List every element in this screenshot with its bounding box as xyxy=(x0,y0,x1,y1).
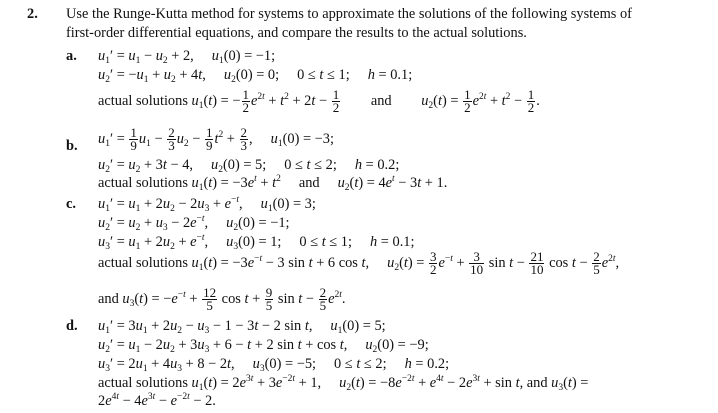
part-c-label: c. xyxy=(66,196,76,212)
part-c-eq1: $u_1' = u_1 + 2u_2 - 2u_3 + e^{-t}$, $u_1(0) = 3$; xyxy=(98,195,316,214)
part-b-eq2: $u_2' = u_2 + 3t - 4$, $u_2(0) = 5$; 0 ≤ t ≤ 2; h = 0.2; xyxy=(98,157,400,175)
part-d-label: d. xyxy=(66,318,78,334)
part-c-eq2: $u_2' = u_2 + u_3 - 2e^{-t}$, $u_2(0) = -1$; xyxy=(98,214,290,233)
part-c-actual-line1: actual solutions $u_1(t) = -3e^{-t} - 3$ sin t + 6 cos t, $u_2(t)$ = $\frac{3}{2}$ $e^{-t}$ + $\frac{3}{10}$ sin t − $\frac{21}{10}$ cos t − $\frac{2}{5}$ $e^{2t}$, xyxy=(98,249,620,278)
part-b-label: b. xyxy=(66,138,78,154)
part-a-label: a. xyxy=(66,48,77,64)
part-d-actual-line2: $2e^{4t} - 4e^{3t} - e^{-2t} - 2$. xyxy=(98,392,216,409)
part-c-eq3: $u_3' = u_1 + 2u_2 + e^{-t}$, $u_3(0) = 1$; 0 ≤ t ≤ 1; h = 0.1; xyxy=(98,233,415,252)
part-b-actual: actual solutions $u_1(t) = -3e^t + t^2$ and $u_2(t) = 4e^t - 3t + 1$. xyxy=(98,174,448,193)
part-d-eq1: $u_1' = 3u_1 + 2u_2 - u_3 - 1 - 3t - 2$ sin t, $u_1(0) = 5$; xyxy=(98,318,386,336)
problem-intro-line2: first-order differential equations, and compare the results to the actual solutions. xyxy=(66,25,527,41)
part-a-actual: actual solutions $u_1(t)$ = − $\frac{1}{2}$ $e^{2t} + t^2 + 2t$ − $\frac{1}{2}$ and $u_2(t)$ = $\frac{1}{2}$ $e^{2t} + t^2$ − $\frac{1}{2}$ . xyxy=(98,87,540,116)
part-c-actual-line2: and $u_3(t) = -e^{-t}$ + $\frac{12}{5}$ cos t + $\frac{9}{5}$ sin t − $\frac{2}{5}$ $e^{2t}$. xyxy=(98,285,346,314)
part-d-eq2: $u_2' = u_1 - 2u_2 + 3u_3 + 6 - t + 2$ sin t + cos t, $u_2(0) = -9$; xyxy=(98,337,429,355)
part-d-actual-line1: actual solutions $u_1(t) = 2e^{3t} + 3e^{-2t} + 1$, $u_2(t) = -8e^{-2t} + e^{4t} - 2e^{3t} + \sin t$, and $u_3(t)$ = xyxy=(98,374,589,393)
part-a-eq1: $u_1' = u_1 - u_2 + 2$, $u_1(0) = -1$; xyxy=(98,48,276,66)
problem-intro-line1: Use the Runge-Kutta method for systems to approximate the solutions of the following systems of xyxy=(66,6,632,22)
problem-number: 2. xyxy=(27,6,38,22)
part-a-eq2: $u_2' = -u_1 + u_2 + 4t$, $u_2(0) = 0$; 0 ≤ t ≤ 1; h = 0.1; xyxy=(98,67,413,85)
part-d-eq3: $u_3' = 2u_1 + 4u_3 + 8 - 2t$, $u_3(0) = -5$; 0 ≤ t ≤ 2; h = 0.2; xyxy=(98,356,450,374)
part-b-eq1: $u_1'$ = $\frac{1}{9}$ $u_1$ − $\frac{2}{3}$ $u_2$ − $\frac{1}{9}$ $t^2$ + $\frac{2}{3}$ , $u_1(0) = -3$; xyxy=(98,125,334,154)
